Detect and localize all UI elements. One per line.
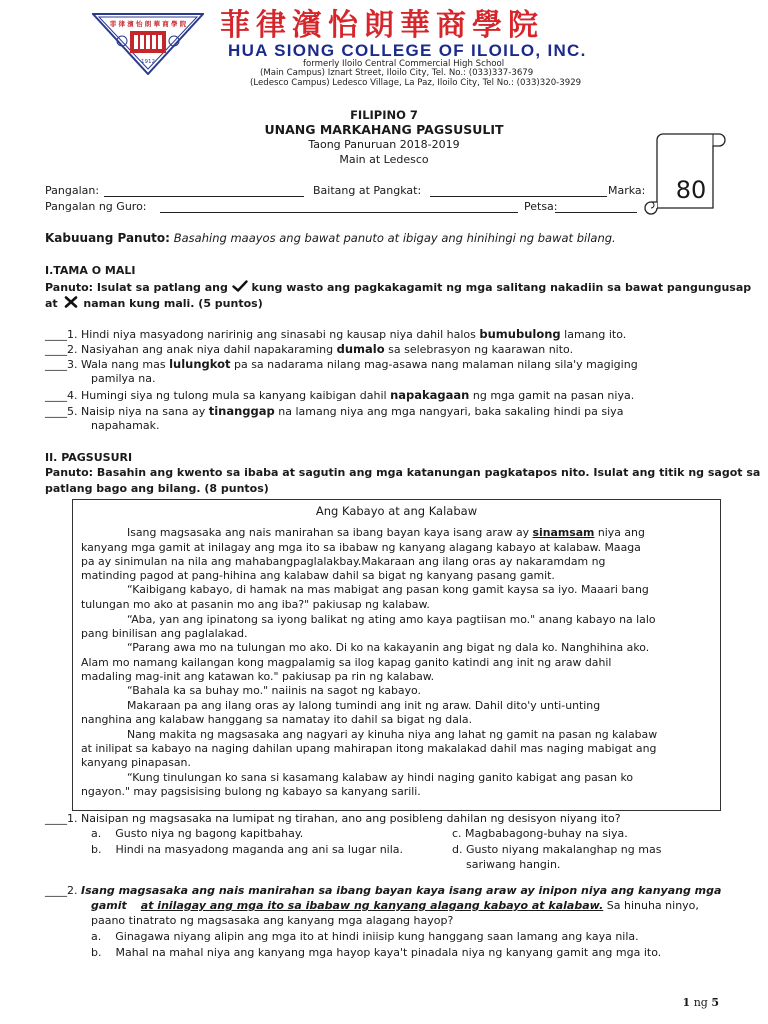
question-2 xyxy=(45,884,721,898)
q2-option-b: b. Mahal na mahal niya ang kanyang mga hayop kaya't pinadala niya ng kanyang gamit ang mga ito. xyxy=(91,946,662,959)
item-text: Hindi niya masyadong naririnig ang sinasabi ng kausap niya dahil halos xyxy=(81,328,476,341)
story-line: Nang makita ng magsasaka ang nagyari ay kinuha niya ang lahat ng gamit na pasan ng kalabaw xyxy=(127,728,658,741)
q1-option-c: c. Magbabagong-buhay na siya. xyxy=(452,827,628,840)
question-blank[interactable]: ____2. xyxy=(45,884,78,897)
school-year: Taong Panuruan 2018-2019 xyxy=(308,138,460,151)
grade-label: Baitang at Pangkat: xyxy=(313,184,422,197)
score-label: Marka: xyxy=(608,184,646,197)
question-1 xyxy=(45,812,621,826)
item-blank[interactable]: ____4. xyxy=(45,389,78,402)
story-line: at inilipat sa kabayo na naging dahilan upang mahirapan itong makalakad dahil mas naging mabigat ang xyxy=(81,742,657,755)
tama-mali-item-4 xyxy=(45,388,634,403)
story-line: “Aba, yan ang ipinatong sa iyong balikat ng ating amo kaya pagtiisan mo." anang kabayo na lalo xyxy=(127,613,656,626)
grade-field[interactable] xyxy=(430,196,607,197)
school-logo xyxy=(92,13,204,75)
item-keyword: napakagaan xyxy=(390,388,470,402)
tama-mali-item-3-cont: pamilya na. xyxy=(91,372,156,385)
section1-instruction-line2 xyxy=(45,296,263,311)
date-field[interactable] xyxy=(555,212,637,213)
school-former-name: formerly Iloilo Central Commercial High School xyxy=(303,59,505,69)
school-english-name: HUA SIONG COLLEGE OF ILOILO, INC. xyxy=(228,41,587,60)
q1-option-d: d. Gusto niyang makalanghap ng mas xyxy=(452,843,662,856)
item-text: sa selebrasyon ng kaarawan nito. xyxy=(388,343,574,356)
general-instruction xyxy=(45,231,616,246)
item-text: Wala nang mas xyxy=(81,358,166,371)
story-line: nanghina ang kalabaw hanggang sa namatay ito dahil sa bigat ng dala. xyxy=(81,713,473,726)
item-text: Humingi siya ng tulong mula sa kanyang kaibigan dahil xyxy=(81,389,387,402)
item-keyword: bumubulong xyxy=(479,327,561,341)
item-blank[interactable]: ____1. xyxy=(45,328,78,341)
story-line: Alam mo namang kailangan kong magpalamig sa ilog kapag ganito katindi ang init ng araw dahil xyxy=(81,656,612,669)
story-line: “Kaibigang kabayo, di hamak na mas mabigat ang pasan kong gamit kaysa sa iyo. Maaari bang xyxy=(127,583,649,596)
page-number: 1 ng 5 xyxy=(682,996,719,1009)
check-icon xyxy=(232,280,248,292)
story-title: Ang Kabayo at ang Kalabaw xyxy=(315,504,478,518)
date-label: Petsa: xyxy=(524,200,558,213)
tama-mali-item-5 xyxy=(45,404,623,419)
story-line: “Parang awa mo na tulungan mo ako. Di ko na kakayanin ang bigat ng dala ko. Nanghihina ako. xyxy=(127,641,650,654)
q1-option-d-cont: sariwang hangin. xyxy=(466,858,561,871)
subject-title: FILIPINO 7 xyxy=(350,108,418,122)
name-field[interactable] xyxy=(104,196,304,197)
story-line: ngayon." may pagsisising bulong ng kabayo sa kanyang sarili. xyxy=(81,785,421,798)
story-line: kanyang mga gamit at inilagay ang mga ito sa ibabaw ng kanyang alagang kabayo at kalabaw. Maaga xyxy=(81,541,641,554)
section1-instr-c: at xyxy=(45,297,58,310)
ledesco-campus-address: (Ledesco Campus) Ledesco Village, La Paz, Iloilo City, Tel No.: (033)320-3929 xyxy=(250,78,582,88)
question-2-line3: paano tinatrato ng magsasaka ang kanyang mga alagang hayop? xyxy=(91,914,454,927)
tama-mali-item-1 xyxy=(45,327,626,342)
school-chinese-name: 菲律濱怡朗華商學院 xyxy=(220,8,544,43)
item-text: ng mga gamit na pasan niya. xyxy=(472,389,635,402)
item-keyword: lulungkot xyxy=(169,357,231,371)
story-line: Makaraan pa ang ilang oras ay lalong tumindi ang init ng araw. Dahil dito'y unti-unting xyxy=(127,699,601,712)
svg-text:1912: 1912 xyxy=(141,59,155,65)
tama-mali-item-3 xyxy=(45,357,638,372)
section2-instruction-line1: Panuto: Basahin ang kwento sa ibaba at sagutin ang mga katanungan pagkatapos nito. Isulat ang titik ng sagot sa xyxy=(45,466,761,479)
section2-instruction-line2: patlang bago ang bilang. (8 puntos) xyxy=(45,482,269,495)
teacher-field[interactable] xyxy=(160,212,518,213)
story-line: tulungan mo ako at pasanin mo ang iba?" pakiusap ng kalabaw. xyxy=(81,598,430,611)
name-label: Pangalan: xyxy=(45,184,100,197)
section1-instr-a: Panuto: Isulat sa patlang ang xyxy=(45,281,228,294)
story-line: Isang magsasaka ang nais manirahan sa ibang bayan kaya isang araw ay sinamsam niya ang xyxy=(127,526,645,539)
exam-title: UNANG MARKAHANG PAGSUSULIT xyxy=(264,122,504,137)
teacher-label: Pangalan ng Guro: xyxy=(45,200,147,213)
item-text: Nasiyahan ang anak niya dahil napakaraming xyxy=(81,343,334,356)
general-instruction-text: Basahing maayos ang bawat panuto at ibigay ang hinihingi ng bawat bilang. xyxy=(173,231,616,245)
section2-title: II. PAGSUSURI xyxy=(45,451,133,464)
general-instruction-label: Kabuuang Panuto: xyxy=(45,231,170,245)
story-line: pang binilisan ang paglalakad. xyxy=(81,627,248,640)
section1-title: I.TAMA O MALI xyxy=(45,264,136,277)
main-campus-address: (Main Campus) Iznart Street, Iloilo City, Tel. No.: (033)337-3679 xyxy=(260,68,534,78)
section1-instruction-line1 xyxy=(45,280,751,295)
item-text: lamang ito. xyxy=(564,328,627,341)
story-keyword: sinamsam xyxy=(532,526,595,539)
q1-option-a: a. Gusto niya ng bagong kapitbahay. xyxy=(91,827,304,840)
q1-option-b: b. Hindi na masyadong maganda ang ani sa lugar nila. xyxy=(91,843,404,856)
item-blank[interactable]: ____2. xyxy=(45,343,78,356)
item-text: Naisip niya na sana ay xyxy=(81,405,206,418)
story-line: “Kung tinulungan ko sana si kasamang kalabaw ay hindi naging ganito kabigat ang pasan ko xyxy=(127,771,634,784)
tama-mali-item-5-cont: napahamak. xyxy=(91,419,160,432)
item-keyword: dumalo xyxy=(336,342,385,356)
item-blank[interactable]: ____5. xyxy=(45,405,78,418)
story-line: “Bahala ka sa buhay mo." naiinis na sagot ng kabayo. xyxy=(127,684,421,697)
story-line: matinding pagod at pang-hihina ang kalabaw dahil sa bigat ng kanyang pasang gamit. xyxy=(81,569,555,582)
svg-text:菲 律 濱 怡 朗 華 商 學 院: 菲 律 濱 怡 朗 華 商 學 院 xyxy=(109,20,187,28)
campus-line: Main at Ledesco xyxy=(339,153,429,166)
section1-instr-d: naman kung mali. (5 puntos) xyxy=(83,297,263,310)
item-text: na lamang niya ang mga nangyari, baka sakaling hindi pa siya xyxy=(278,405,624,418)
question-blank[interactable]: ____1. xyxy=(45,812,78,825)
item-text: pa sa nadarama nilang mag-asawa nang malaman nilang sila'y magiging xyxy=(233,358,638,371)
score-value: 80 xyxy=(675,176,707,204)
question-2-line2: gamit at inilagay ang mga ito sa ibabaw ng kanyang alagang kabayo at kalabaw. Sa hinuha ninyo, xyxy=(91,899,699,912)
section1-instr-b: kung wasto ang pagkakagamit ng mga salitang nakadiin sa bawat pangungusap xyxy=(251,281,752,294)
item-keyword: tinanggap xyxy=(208,404,275,418)
tama-mali-item-2 xyxy=(45,342,573,357)
q2-option-a: a. Ginagawa niyang alipin ang mga ito at hindi iniisip kung hanggang saan lamang ang kaya nila. xyxy=(91,930,639,943)
question-quote: Isang magsasaka ang nais manirahan sa ibang bayan kaya isang araw ay inipon niya ang kanyang mga xyxy=(81,884,722,897)
item-blank[interactable]: ____3. xyxy=(45,358,78,371)
story-line: pa ay sinimulan na nila ang mahabangpaglalakbay.Makaraan ang ilang oras ay nakaramdam ng xyxy=(81,555,606,568)
story-line: madaling mag-init ang katawan ko." pakiusap pa rin ng kalabaw. xyxy=(81,670,435,683)
cross-icon xyxy=(64,296,78,308)
story-line: kanyang pinapasan. xyxy=(81,756,191,769)
question-text: Naisipan ng magsasaka na lumipat ng tirahan, ano ang posibleng dahilan ng desisyon niyang ito? xyxy=(81,812,621,825)
